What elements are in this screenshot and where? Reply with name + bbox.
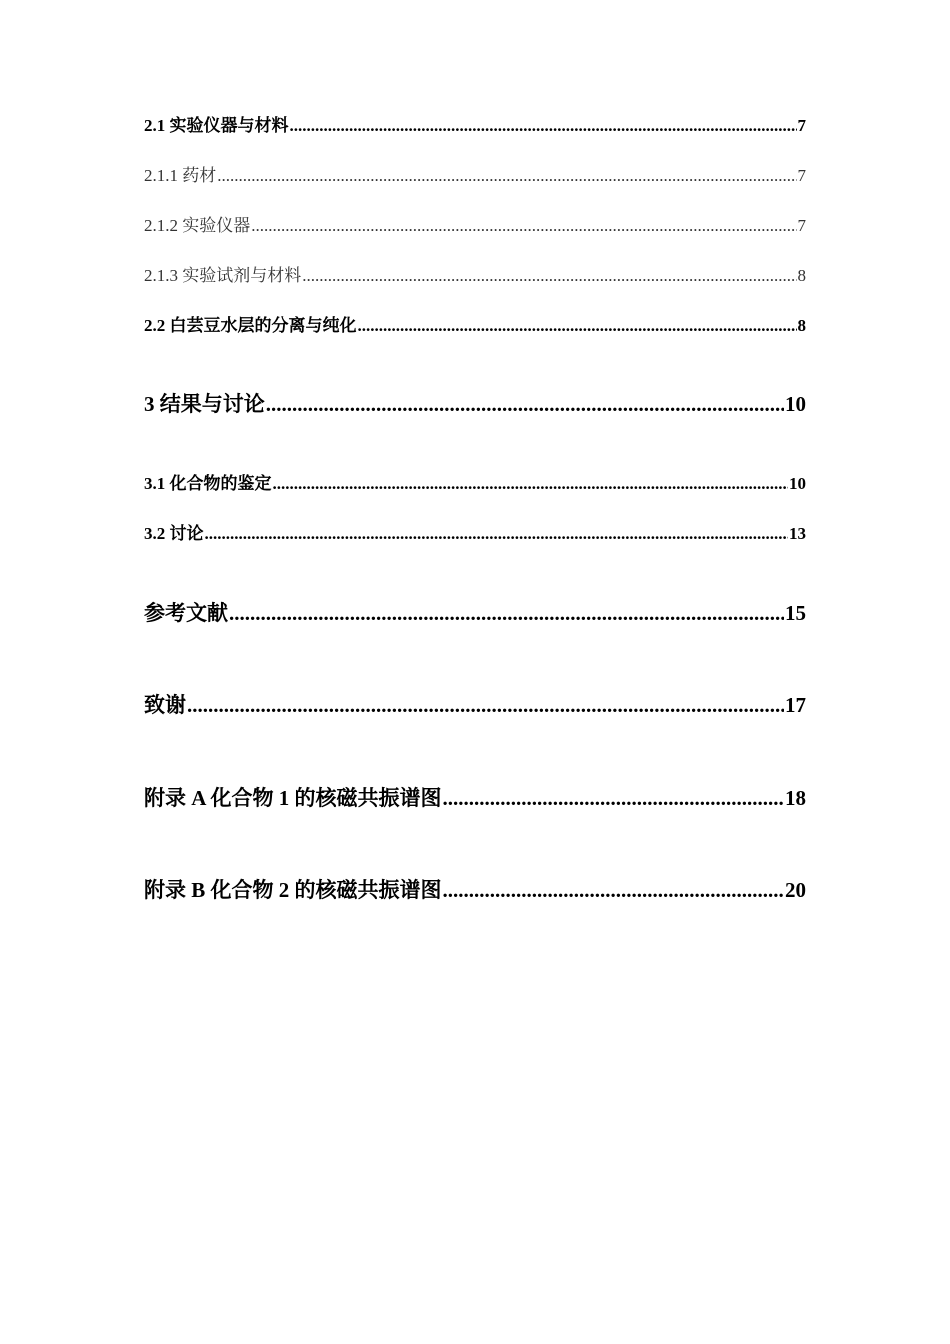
toc-entry-2-1-3[interactable]: [144, 266, 806, 286]
dot-leader: [302, 266, 796, 286]
toc-entry-label: 附录 A 化合物 1 的核磁共振谱图: [144, 786, 442, 810]
toc-page-number: 10: [785, 392, 806, 416]
toc-entry-2-1[interactable]: [144, 116, 806, 136]
dot-leader: [251, 216, 796, 236]
toc-entry-label: 参考文献: [144, 601, 228, 625]
toc-entry-label: 2.2 白芸豆水层的分离与纯化: [144, 316, 357, 335]
toc-entry-appendix-a[interactable]: [144, 786, 806, 810]
toc-entry-label: 2.1.2 实验仪器: [144, 216, 251, 235]
toc-page-number: 7: [797, 116, 806, 135]
toc-entry-3-2[interactable]: [144, 524, 806, 544]
toc-entry-label: 2.1 实验仪器与材料: [144, 116, 289, 135]
dot-leader: [266, 392, 784, 416]
toc-page-number: 8: [797, 266, 806, 285]
dot-leader: [205, 524, 789, 544]
dot-leader: [229, 601, 784, 625]
dot-leader: [443, 786, 784, 810]
toc-page-number: 7: [797, 166, 806, 185]
toc-entry-3[interactable]: [144, 392, 806, 416]
toc-entry-2-1-2[interactable]: [144, 216, 806, 236]
toc-page-number: 10: [789, 474, 806, 493]
toc-entry-appendix-b[interactable]: [144, 878, 806, 902]
toc-page-number: 8: [797, 316, 806, 335]
toc-page-number: 20: [785, 878, 806, 902]
toc-page-number: 17: [785, 693, 806, 717]
toc-entry-2-2[interactable]: [144, 316, 806, 336]
toc-entry-3-1[interactable]: [144, 474, 806, 494]
toc-page-number: 15: [785, 601, 806, 625]
dot-leader: [217, 166, 796, 186]
toc-entry-label: 3 结果与讨论: [144, 392, 265, 416]
toc-entry-label: 2.1.1 药材: [144, 166, 217, 185]
toc-entry-acknowledgements[interactable]: [144, 693, 806, 717]
toc-page-number: 18: [785, 786, 806, 810]
dot-leader: [443, 878, 784, 902]
toc-entry-references[interactable]: [144, 601, 806, 625]
toc-page-number: 7: [797, 216, 806, 235]
toc-page-number: 13: [789, 524, 806, 543]
toc-entry-label: 3.2 讨论: [144, 524, 204, 543]
dot-leader: [358, 316, 797, 336]
toc-entry-label: 3.1 化合物的鉴定: [144, 474, 272, 493]
toc-entry-label: 致谢: [144, 693, 186, 717]
dot-leader: [290, 116, 797, 136]
toc-entry-label: 附录 B 化合物 2 的核磁共振谱图: [144, 878, 442, 902]
dot-leader: [273, 474, 789, 494]
toc-entry-label: 2.1.3 实验试剂与材料: [144, 266, 302, 285]
toc-entry-2-1-1[interactable]: [144, 166, 806, 186]
dot-leader: [187, 693, 784, 717]
